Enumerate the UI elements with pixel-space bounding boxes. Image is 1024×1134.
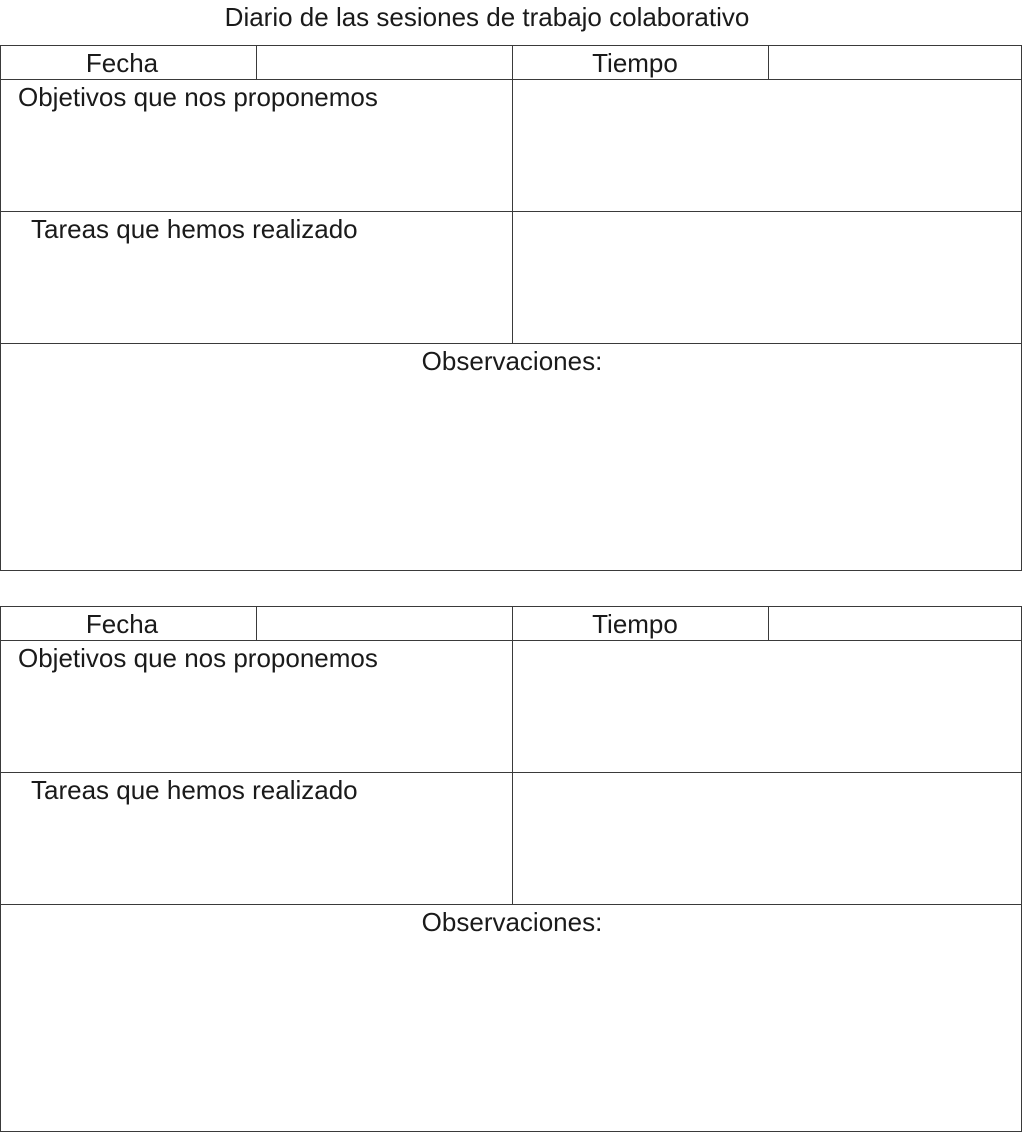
row-divider: [1, 211, 1021, 212]
column-divider: [256, 46, 257, 79]
tareas-label: Tareas que hemos realizado: [31, 214, 358, 244]
column-divider: [768, 46, 769, 79]
column-divider: [512, 46, 513, 343]
observaciones-label: Observaciones:: [421, 346, 603, 376]
column-divider: [256, 607, 257, 640]
row-divider: [1, 79, 1021, 80]
objetivos-label: Objetivos que nos proponemos: [18, 82, 378, 112]
tiempo-label: Tiempo: [592, 48, 678, 78]
session-form-2: [0, 606, 1022, 1132]
fecha-label: Fecha: [85, 48, 159, 78]
session-form-1: [0, 45, 1022, 571]
tareas-label: Tareas que hemos realizado: [31, 775, 358, 805]
column-divider: [512, 607, 513, 904]
row-divider: [1, 904, 1021, 905]
tiempo-label: Tiempo: [592, 609, 678, 639]
document-title: Diario de las sesiones de trabajo colaborativo: [224, 2, 750, 32]
observaciones-label: Observaciones:: [421, 907, 603, 937]
row-divider: [1, 343, 1021, 344]
row-divider: [1, 772, 1021, 773]
row-divider: [1, 640, 1021, 641]
objetivos-label: Objetivos que nos proponemos: [18, 643, 378, 673]
column-divider: [768, 607, 769, 640]
fecha-label: Fecha: [85, 609, 159, 639]
